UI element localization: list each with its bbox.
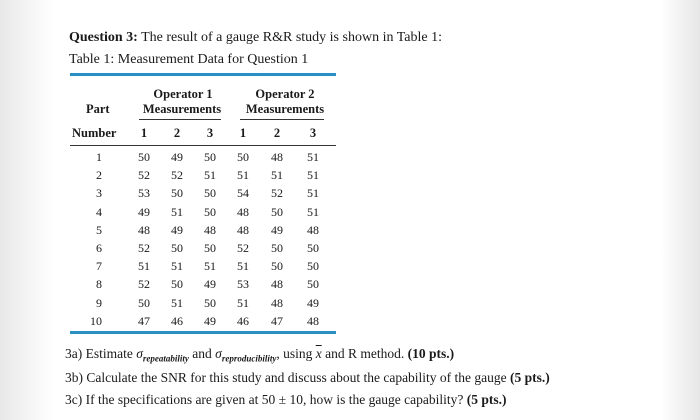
operator1-measurement-cell: 52 [138,168,150,183]
right-shadow [660,0,700,420]
operator1-measurement-cell: 52 [138,277,150,292]
operator1-measurement-cell: 50 [138,150,150,164]
question-3c [65,392,507,408]
operator1-measurement-cell: 51 [204,168,216,183]
part-header: Part [86,102,110,116]
operator1-measurement-cell: 53 [138,186,150,201]
operator2-measurement-cell: 51 [307,186,319,201]
operator2-measurement-cell: 50 [307,277,319,292]
op2-trial-2: 2 [273,126,281,140]
operator2-measurement-cell: 48 [307,313,319,328]
header-divider [70,145,336,146]
operator2-measurements: Measurements [245,102,325,116]
operator2-measurement-cell: 50 [271,204,283,219]
q3b-points: (5 pts.) [510,370,550,385]
operator1-measurements: Measurements [142,102,222,116]
q3b-text: 3b) Calculate the SNR for this study and discuss about the capability of the gauge [65,370,511,385]
sigma-symbol: σ [136,346,143,361]
op2-trial-1: 1 [239,126,247,140]
operator2-measurement-cell: 51 [271,168,283,183]
number-header: Number [72,126,117,140]
operator1-measurement-cell: 49 [171,150,183,164]
part-number-cell: 3 [96,186,102,201]
operator1-measurement-cell: 50 [171,186,183,201]
operator2-measurement-cell: 53 [237,277,249,292]
operator2-measurement-cell: 50 [271,259,283,274]
operator2-measurement-cell: 49 [307,295,319,310]
operator2-measurement-cell: 51 [307,204,319,219]
question-3a [65,346,454,364]
sigma-symbol: σ [215,346,222,361]
operator1-measurement-cell: 48 [138,222,150,237]
operator2-measurement-cell: 51 [237,295,249,310]
operator2-measurement-cell: 51 [237,259,249,274]
operator2-measurement-cell: 51 [237,168,249,183]
operator2-measurement-cell: 50 [271,241,283,255]
operator2-measurement-cell: 47 [271,313,283,328]
question-label: Question 3: [69,30,138,45]
part-number-cell: 10 [90,313,102,328]
operator1-measurement-cell: 50 [204,186,216,201]
op1-trial-2: 2 [173,126,181,140]
operator2-measurement-cell: 51 [307,150,319,164]
operator2-measurement-cell: 48 [271,277,283,292]
operator1-measurement-cell: 49 [138,204,150,219]
operator1-measurement-cell: 50 [171,277,183,292]
q3c-points: (5 pts.) [466,392,507,407]
operator1-measurement-cell: 50 [204,204,216,219]
operator1-measurement-cell: 50 [204,241,216,255]
part-number-cell: 7 [96,259,102,274]
operator1-measurement-cell: 51 [204,259,216,274]
x-bar-symbol: $\overline{x}$ [315,346,322,361]
part-number-cell: 8 [96,277,102,292]
sigma-reproducibility [215,346,277,364]
subscript-repeatability: repeatability [142,353,189,364]
operator2-measurement-cell: 52 [237,241,249,255]
operator1-measurement-cell: 48 [204,222,216,237]
sigma-repeatability [136,346,189,364]
table-caption: Table 1: Measurement Data for Question 1 [69,52,309,67]
part-number-cell: 6 [96,241,102,255]
operator2-measurement-cell: 48 [237,222,249,237]
question-text: The result of a gauge R&R study is shown in Table 1: [141,30,442,45]
part-number-cell: 1 [96,150,102,164]
operator1-measurement-cell: 50 [138,295,150,310]
table-bottom-rule [70,331,336,334]
operator2-measurement-cell: 49 [271,222,283,237]
part-number-cell: 4 [96,204,102,219]
operator1-measurement-cell: 49 [204,313,216,328]
table-top-rule [70,73,336,76]
operator2-measurement-cell: 50 [307,259,319,274]
op2-trial-3: 3 [309,126,317,140]
operator1-underline [139,119,221,120]
operator1-measurement-cell: 49 [171,222,183,237]
operator2-measurement-cell: 50 [307,241,319,255]
operator2-measurement-cell: 50 [237,150,249,164]
operator2-measurement-cell: 46 [237,313,249,328]
operator1-measurement-cell: 52 [138,241,150,255]
question-heading [69,30,442,46]
operator2-underline [240,119,324,120]
operator2-measurement-cell: 48 [237,204,249,219]
operator2-measurement-cell: 48 [271,150,283,164]
operator2-measurement-cell: 52 [271,186,283,201]
operator2-measurement-cell: 54 [237,186,249,201]
left-shadow [0,0,54,420]
q3a-suffix: and R method. [321,346,408,361]
operator1-measurement-cell: 47 [138,313,150,328]
q3a-mid: , using [276,346,316,361]
operator1-measurement-cell: 46 [171,313,183,328]
operator1-measurement-cell: 51 [138,259,150,274]
operator1-measurement-cell: 51 [171,259,183,274]
operator2-measurement-cell: 48 [271,295,283,310]
part-number-cell: 9 [96,295,102,310]
operator1-measurement-cell: 51 [171,204,183,219]
q3c-text: 3c) If the specifications are given at 50 ± 10, how is the gauge capability? [65,392,467,407]
operator1-measurement-cell: 50 [171,241,183,255]
operator2-measurement-cell: 51 [307,168,319,183]
op1-trial-3: 3 [206,126,214,140]
question-3b [65,370,550,386]
operator2-title: Operator 2 [255,87,315,101]
q3a-points: (10 pts.) [407,346,455,361]
operator1-measurement-cell: 50 [204,150,216,164]
op1-trial-1: 1 [140,126,148,140]
subscript-reproducibility: reproducibility [221,353,277,364]
part-number-cell: 5 [96,222,102,237]
q3a-and: and [188,346,216,361]
operator1-measurement-cell: 49 [204,277,216,292]
operator2-measurement-cell: 48 [307,222,319,237]
operator1-title: Operator 1 [153,87,213,101]
operator1-measurement-cell: 52 [171,168,183,183]
operator1-measurement-cell: 50 [204,295,216,310]
operator1-measurement-cell: 51 [171,295,183,310]
part-number-cell: 2 [96,168,102,183]
q3a-prefix: 3a) Estimate [65,346,137,361]
